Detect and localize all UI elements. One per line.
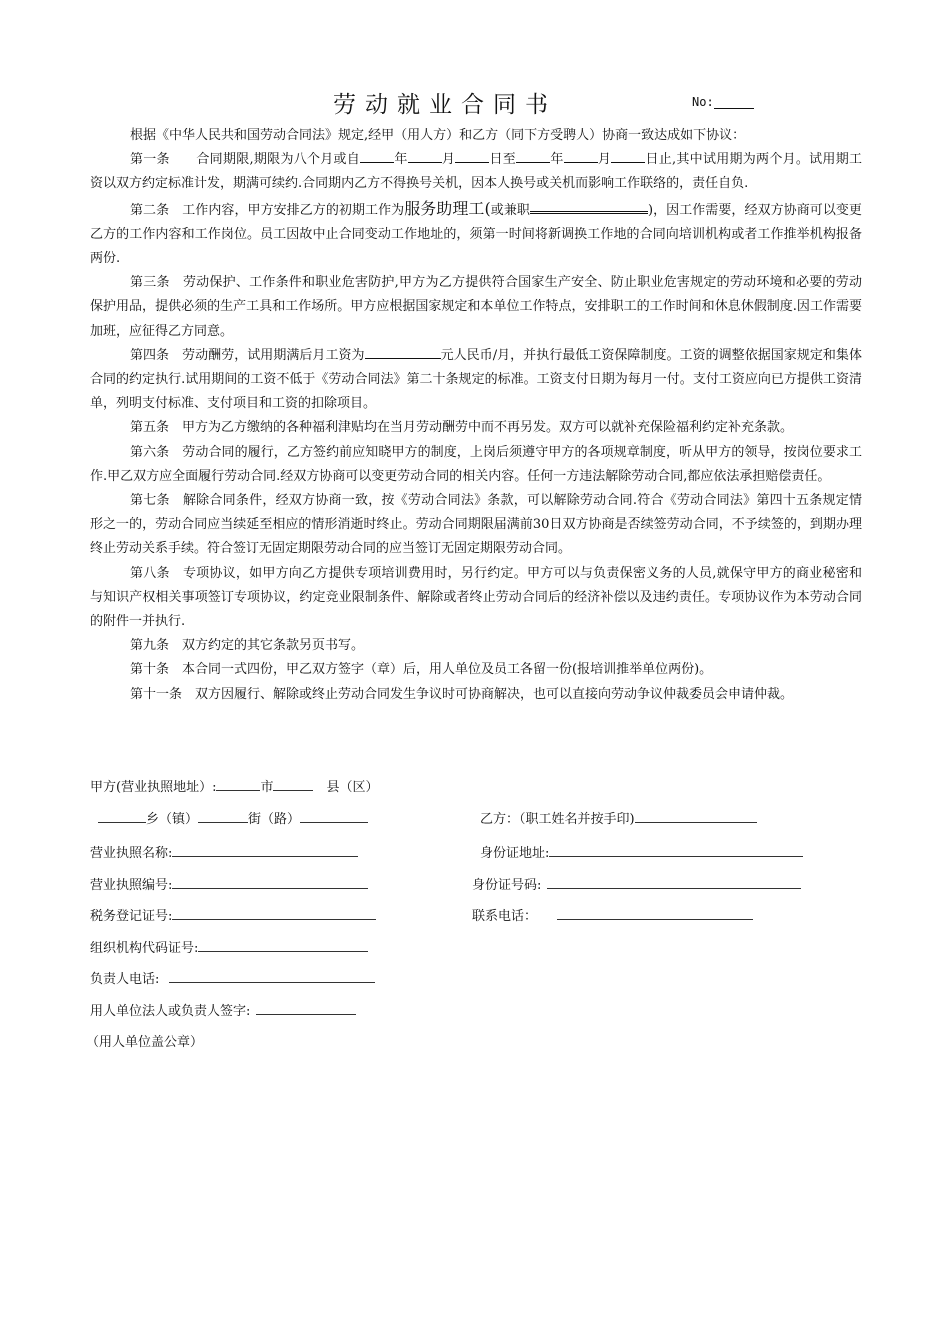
org-code-field: 组织机构代码证号: xyxy=(90,937,368,956)
article-label: 第二条 xyxy=(130,202,170,218)
blank-monthly-salary[interactable] xyxy=(365,345,441,359)
blank-id-number[interactable] xyxy=(547,876,801,889)
id-address-field: 身份证地址: xyxy=(480,842,803,861)
article-label: 第五条 xyxy=(130,420,170,436)
article-3: 第三条 劳动保护、工作条件和职业危害防护,甲方为乙方提供符合国家生产安全、防止职业危害规定的劳动环境和必要的劳动保护用品，提供必须的生产工具和工作场所。甲方应根据国家规定和本单位工作特点，安排职工的工作时间和休息休假制度.因工作需要加班，应征得乙方同意。 xyxy=(90,275,862,339)
blank-end-year[interactable] xyxy=(516,149,550,163)
blank-end-month[interactable] xyxy=(564,149,598,163)
article-5: 第五条 甲方为乙方缴纳的各种福利津贴均在当月劳动酬劳中而不再另发。双方可以就补充保险福利约定补充条款。 xyxy=(130,420,794,436)
article-label: 第一条 xyxy=(130,152,170,168)
blank-employee-name[interactable] xyxy=(635,810,757,823)
party-a-town-street: 乡（镇） 街（路） xyxy=(98,808,368,827)
id-number-field: 身份证号码: xyxy=(472,874,801,893)
article-1: 第一条 合同期限,期限为八个月或自 年 月 日至 年 月 日止,其中试用期为两个月。试用期工资以双方约定标准计发，期满可续约.合同期内乙方不得换号关机，因本人换号或关机而影响工作联络的，责任自负. xyxy=(90,148,862,196)
document-number-label: No: xyxy=(692,95,714,109)
blank-start-year[interactable] xyxy=(360,149,394,163)
license-name-field: 营业执照名称: xyxy=(90,842,358,861)
article-10: 第十条 本合同一式四份，甲乙双方签字（章）后，用人单位及员工各留一份(报培训推举单位两份)。 xyxy=(130,662,713,678)
document-number xyxy=(692,95,754,109)
article-label: 第九条 xyxy=(130,638,170,654)
article-label: 第七条 xyxy=(130,493,170,509)
article-label: 第十条 xyxy=(130,662,170,678)
blank-city[interactable] xyxy=(216,778,260,791)
blank-org-code[interactable] xyxy=(198,939,368,952)
blank-street[interactable] xyxy=(198,810,248,823)
article-label: 第六条 xyxy=(130,444,170,460)
blank-end-day[interactable] xyxy=(611,149,645,163)
blank-county[interactable] xyxy=(273,778,313,791)
article-label: 第十一条 xyxy=(130,686,183,702)
article-2: 第二条 工作内容，甲方安排乙方的初期工作为服务助理工(或兼职 )，因工作需要，经双方协商可以变更乙方的工作内容和工作岗位。员工因故中止合同变动工作地址的，须第一时间将新调换工作地的合同向培训机构或者工作推举机构报备两份. xyxy=(90,198,862,267)
blank-street-number[interactable] xyxy=(300,810,368,823)
header xyxy=(0,86,950,120)
document-number-blank[interactable] xyxy=(714,96,754,109)
article-label: 第三条 xyxy=(130,275,170,291)
page-title: 劳动就业合同书 xyxy=(333,92,557,118)
signature-field: 用人单位法人或负责人签字: xyxy=(90,1000,356,1019)
blank-employee-phone[interactable] xyxy=(557,907,753,920)
blank-id-address[interactable] xyxy=(549,844,803,857)
article-9: 第九条 双方约定的其它条款另页书写。 xyxy=(130,638,365,654)
article-6: 第六条 劳动合同的履行，乙方签约前应知晓甲方的制度，上岗后须遵守甲方的各项规章制度，听从甲方的领导，按岗位要求工作.甲乙双方应全面履行劳动合同.经双方协商可以变更劳动合同的相关内容。任何一方违法解除劳动合同,都应依法承担赔偿责任。 xyxy=(90,444,862,484)
article-8: 第八条 专项协议，如甲方向乙方提供专项培训费用时，另行约定。甲方可以与负责保密义务的人员,就保守甲方的商业秘密和与知识产权相关事项签订专项协议，约定竞业限制条件、解除或者终止劳动合同后的经济补偿以及违约责任。专项协议作为本劳动合同的附件一并执行. xyxy=(90,565,862,630)
employee-phone-field: 联系电话： xyxy=(472,905,753,924)
blank-start-day[interactable] xyxy=(455,149,489,163)
article-label: 第四条 xyxy=(130,347,170,363)
job-title: 服务助理工 xyxy=(404,198,485,218)
company-seal-note: （用人单位盖公章） xyxy=(86,1035,204,1050)
article-4: 第四条 劳动酬劳，试用期满后月工资为 元人民币/月，并执行最低工资保障制度。工资的调整依据国家规定和集体合同的约定执行.试用期间的工资不低于《劳动合同法》第二十条规定的标准。工资支付日期为每月一付。支付工资应向已方提供工资清单，列明支付标准、支付项目和工资的扣除项目。 xyxy=(90,344,862,417)
article-label: 第八条 xyxy=(130,565,170,581)
blank-start-month[interactable] xyxy=(408,149,442,163)
intro-paragraph: 根据《中华人民共和国劳动合同法》规定,经甲（用人方）和乙方（同下方受聘人）协商一致达成如下协议： xyxy=(130,128,746,143)
party-b-name: 乙方：（职工姓名并按手印) xyxy=(480,808,757,827)
blank-license-number[interactable] xyxy=(172,876,368,889)
blank-town[interactable] xyxy=(98,810,146,823)
blank-signature[interactable] xyxy=(256,1002,356,1015)
blank-part-time-job[interactable] xyxy=(530,198,648,214)
blank-responsible-phone[interactable] xyxy=(169,970,375,983)
license-number-field: 营业执照编号: xyxy=(90,874,368,893)
party-a-address: 甲方(营业执照地址）: 市 县（区） xyxy=(90,780,379,795)
blank-tax-number[interactable] xyxy=(172,907,376,920)
contract-body xyxy=(90,124,862,707)
responsible-phone-field: 负责人电话: xyxy=(90,968,375,987)
article-7: 第七条 解除合同条件，经双方协商一致，按《劳动合同法》条款，可以解除劳动合同.符合《劳动合同法》第四十五条规定情形之一的，劳动合同应当续延至相应的情形消逝时终止。劳动合同期限届满前30日双方协商是否续签劳动合同，不予续签的，到期办理终止劳动关系手续。符合签订无固定期限劳动合同的应当签订无固定期限劳动合同。 xyxy=(90,493,862,557)
blank-license-name[interactable] xyxy=(172,844,358,857)
tax-number-field: 税务登记证号: xyxy=(90,905,376,924)
article-11: 第十一条 双方因履行、解除或终止劳动合同发生争议时可协商解决，也可以直接向劳动争议仲裁委员会申请仲裁。 xyxy=(130,686,794,702)
